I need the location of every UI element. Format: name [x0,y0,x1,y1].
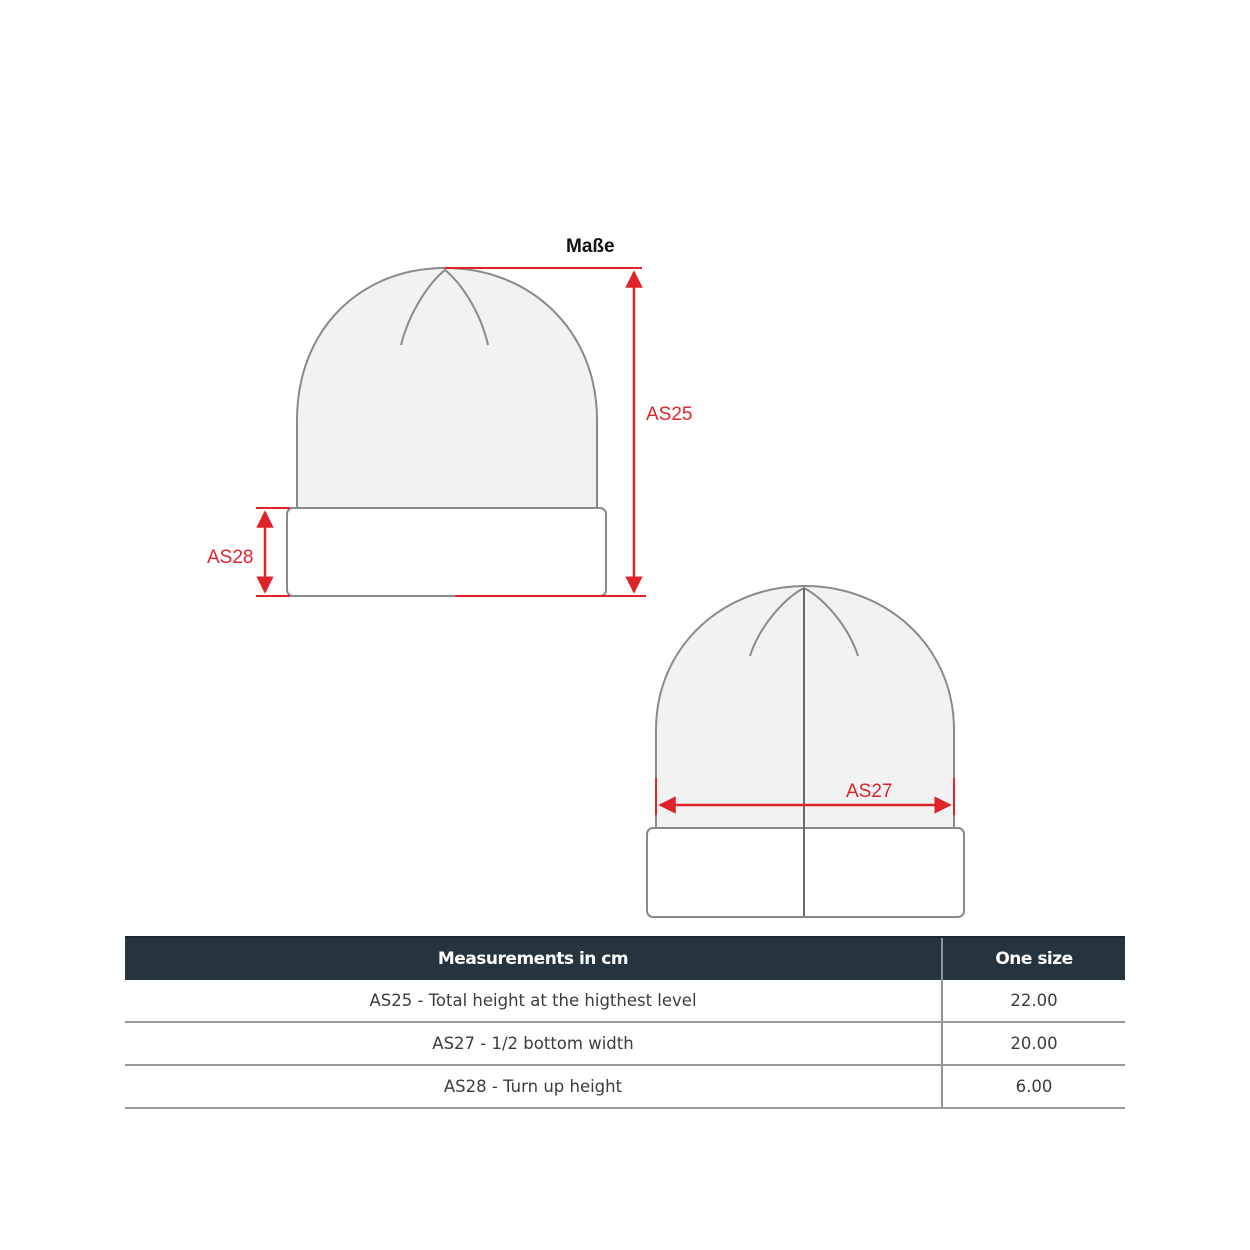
measurement-label: AS28 - Turn up height [125,1065,942,1108]
as28-dimension [207,508,290,596]
beanie-side-view [287,268,606,596]
diagram-title: Maße [566,236,615,257]
as25-label: AS25 [646,404,693,425]
measurement-label: AS27 - 1/2 bottom width [125,1022,942,1065]
measurement-value: 6.00 [942,1065,1125,1108]
as28-label: AS28 [207,547,254,568]
beanie-side-cuff [287,508,606,596]
table-header-row [125,937,1125,980]
measurements-header: Measurements in cm [125,937,942,980]
measurement-label: AS25 - Total height at the higthest level [125,980,942,1022]
beanie-front-view [647,586,964,917]
table-row [125,1022,1125,1065]
table-row [125,980,1125,1022]
table-row [125,1065,1125,1108]
measurement-value: 20.00 [942,1022,1125,1065]
beanie-side-crown [297,268,597,510]
as27-label: AS27 [846,781,893,802]
size-chart-table [125,936,1125,1109]
beanie-front-cuff [647,828,964,917]
measurement-value: 22.00 [942,980,1125,1022]
one-size-header: One size [942,937,1125,980]
